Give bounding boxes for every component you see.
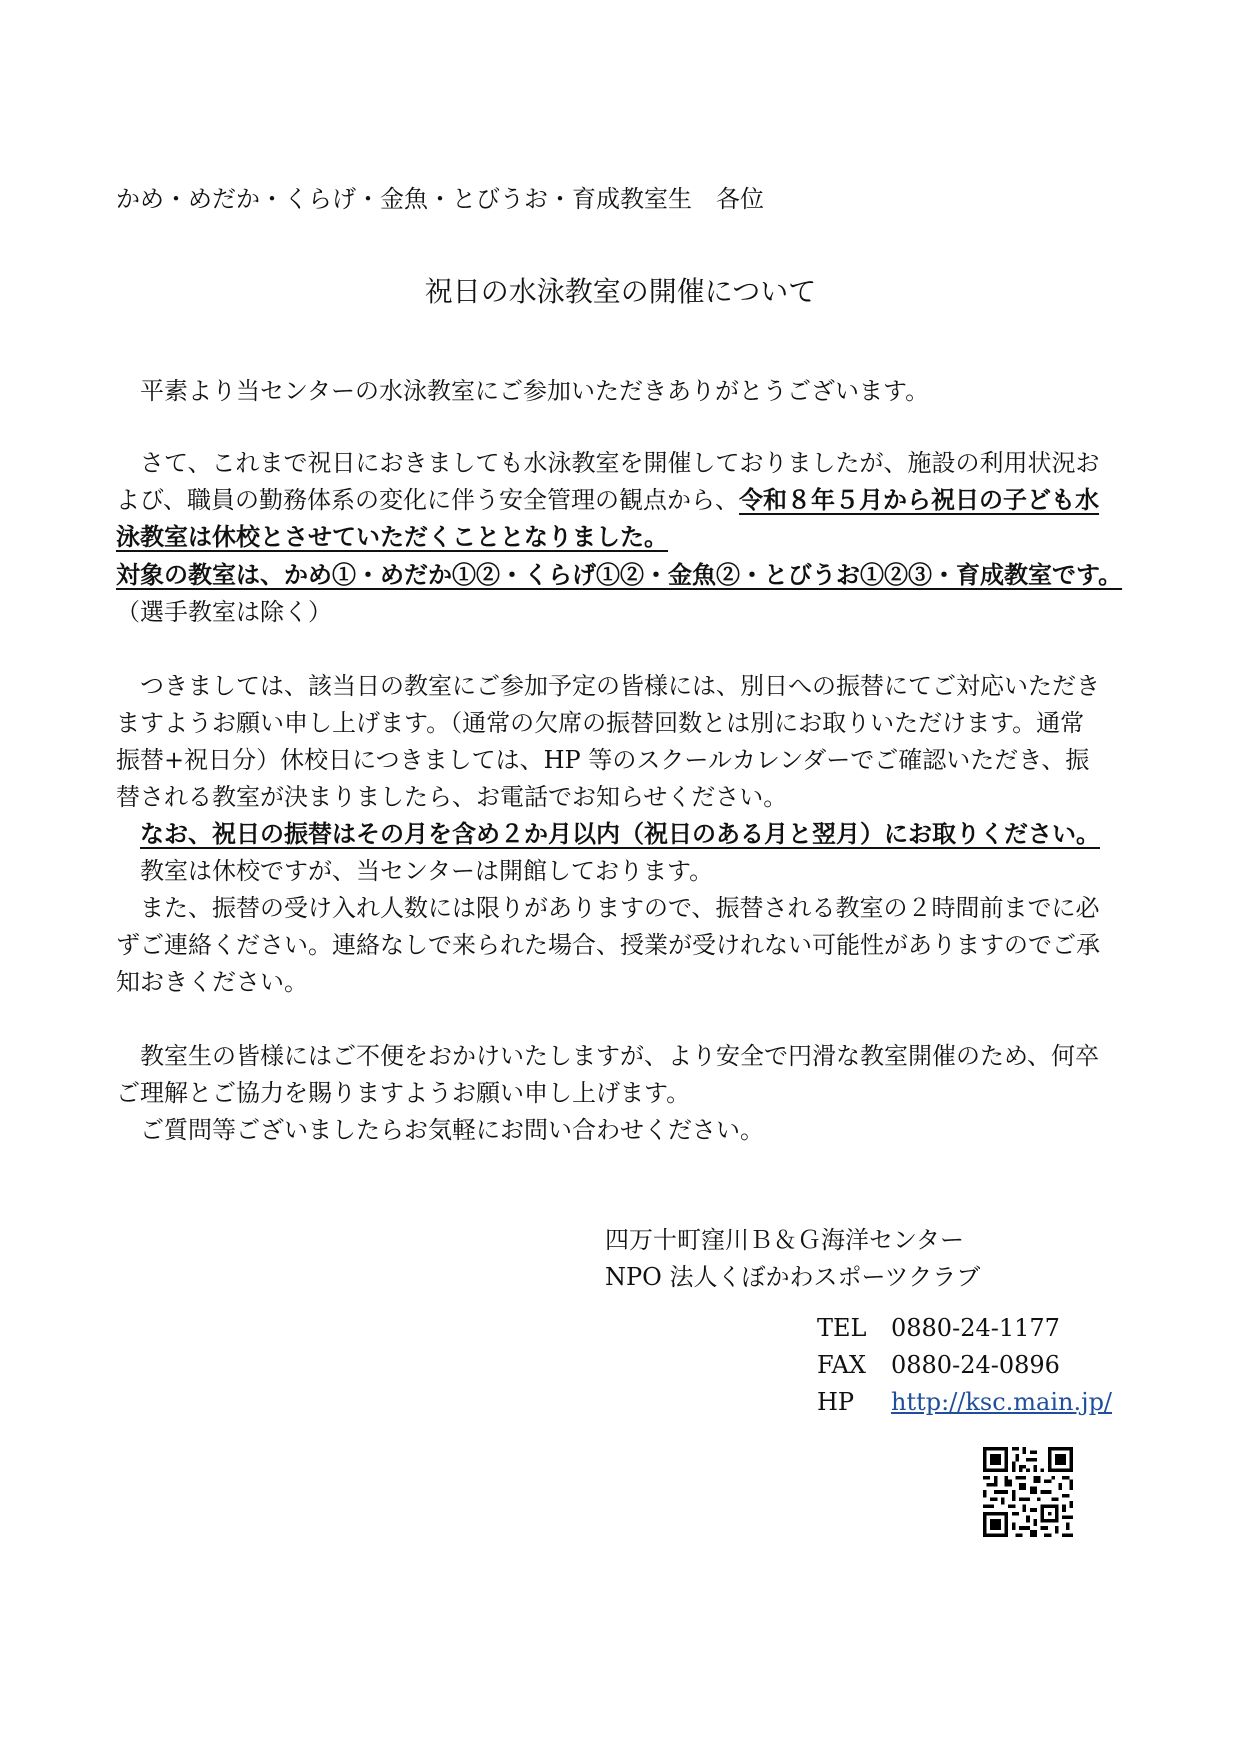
exclusion-note: （選手教室は除く） <box>116 598 332 626</box>
paragraph-transfer-line: ますようお願い申し上げます。（通常の欠席の振替回数とは別にお取りいただけます。通常 <box>116 709 1085 737</box>
contact-fax: FAX 0880-24-0896 <box>817 1351 1060 1379</box>
signature-org1: 四万十町窪川Ｂ＆Ｇ海洋センター <box>605 1226 965 1254</box>
paragraph-notice-line: さて、これまで祝日におきましても水泳教室を開催しておりましたが、施設の利用状況お <box>140 449 1100 477</box>
paragraph-transfer-line: つきましては、該当日の教室にご参加予定の皆様には、別日への振替にてご対応いただき <box>140 672 1100 700</box>
qr-code-icon <box>983 1447 1073 1537</box>
contact-tel: TEL 0880-24-1177 <box>817 1314 1060 1342</box>
addressee: かめ・めだか・くらげ・金魚・とびうお・育成教室生 各位 <box>116 185 764 213</box>
paragraph-closing-line: ご質問等ございましたらお気軽にお問い合わせください。 <box>140 1116 764 1144</box>
transfer-deadline: なお、祝日の振替はその月を含め２か月以内（祝日のある月と翌月）にお取りください。 <box>140 819 1100 848</box>
paragraph-greeting: 平素より当センターの水泳教室にご参加いただきありがとうございます。 <box>140 377 930 405</box>
target-classes: 対象の教室は、かめ①・めだか①②・くらげ①②・金魚②・とびうお①②③・育成教室です。 <box>116 560 1123 589</box>
paragraph-transfer-line: 替される教室が決まりましたら、お電話でお知らせください。 <box>116 783 788 811</box>
paragraph-closing-line: ご理解とご協力を賜りますようお願い申し上げます。 <box>116 1079 691 1107</box>
contact-hp: HP http://ksc.main.jp/ <box>817 1388 1113 1416</box>
document-title: 祝日の水泳教室の開催について <box>424 275 817 308</box>
paragraph-transfer-line: 振替+祝日分）休校日につきましては、HP 等のスクールカレンダーでご確認いただき、振 <box>116 746 1090 774</box>
signature-org2: NPO 法人くぼかわスポーツクラブ <box>605 1263 981 1291</box>
highlight-closure-cont: 泳教室は休校とさせていただくこととなりました。 <box>116 522 668 551</box>
tel-number: 0880-24-1177 <box>891 1314 1060 1342</box>
fax-number: 0880-24-0896 <box>891 1351 1060 1379</box>
highlight-closure: 令和８年５月から祝日の子ども水 <box>739 485 1100 514</box>
paragraph-notice-line: よび、職員の勤務体系の変化に伴う安全管理の観点から、令和８年５月から祝日の子ども水 <box>116 485 1100 514</box>
paragraph-contact-line: 知おきください。 <box>116 968 308 996</box>
homepage-link[interactable]: http://ksc.main.jp/ <box>891 1388 1113 1416</box>
paragraph-closing-line: 教室生の皆様にはご不便をおかけいたしますが、より安全で円滑な教室開催のため、何卒 <box>140 1042 1100 1070</box>
paragraph-contact-line: また、振替の受け入れ人数には限りがありますので、振替される教室の２時間前までに必 <box>140 894 1100 922</box>
paragraph-contact-line: ずご連絡ください。連絡なしで来られた場合、授業が受けれない可能性がありますのでご承 <box>116 931 1100 959</box>
center-open-note: 教室は休校ですが、当センターは開館しております。 <box>140 857 714 885</box>
